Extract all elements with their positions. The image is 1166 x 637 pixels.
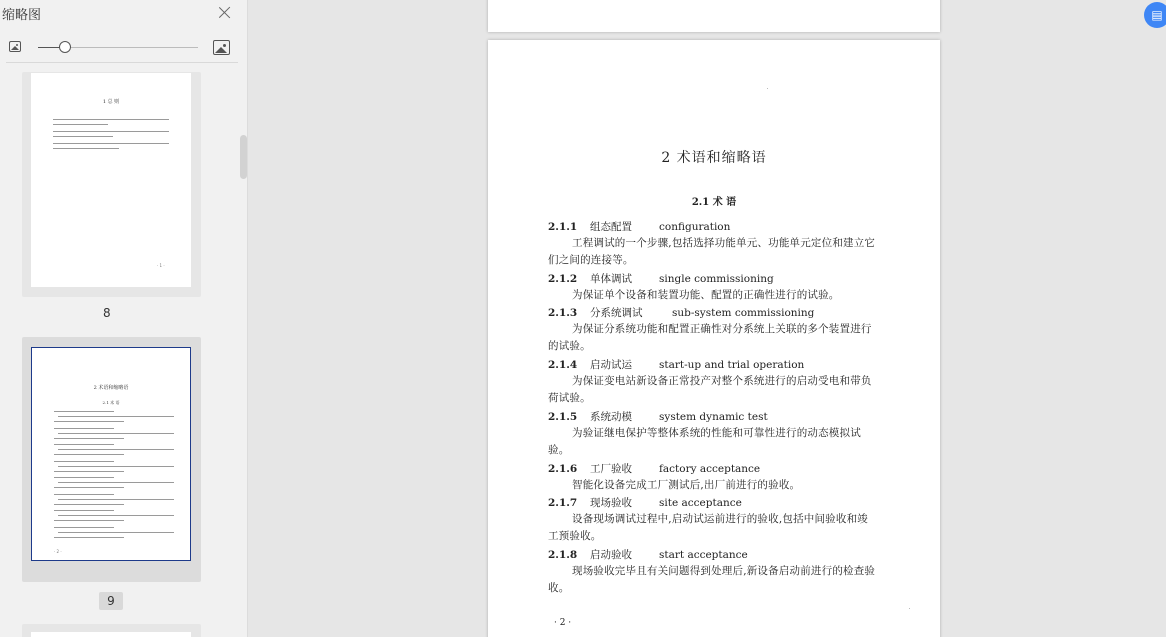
thumbnail-mini-footer: · 1 · <box>157 263 165 268</box>
thumbnail-text-line <box>54 477 114 478</box>
thumbnail-text-line <box>54 487 124 488</box>
document-view[interactable] <box>249 0 1166 637</box>
thumbnail-text-line <box>54 428 114 429</box>
thumbnail-text-line <box>58 433 174 434</box>
divider <box>6 62 238 63</box>
term-english: site acceptance <box>659 497 742 509</box>
term-number: 2.1.1 <box>548 221 578 233</box>
thumbnail-text-line <box>54 520 124 521</box>
term-definition: 为保证单个设备和装置功能、配置的正确性进行的试验。 <box>572 289 840 301</box>
thumbnail-mini-footer: · 2 · <box>54 549 62 554</box>
term-definition: 为保证分系统功能和配置正确性对分系统上关联的多个装置进行的试验。 <box>548 323 872 353</box>
thumbnail-text-line <box>58 532 174 533</box>
thumbnail-text-line <box>54 494 114 495</box>
thumbnail-page-image <box>31 73 191 287</box>
term-english: sub-system commissioning <box>672 307 815 319</box>
term-chinese: 现场验收 <box>590 497 632 509</box>
term-heading <box>548 495 878 510</box>
term-english: configuration <box>659 221 731 233</box>
term-number: 2.1.6 <box>548 463 578 475</box>
term-number: 2.1.8 <box>548 549 578 561</box>
term-english: system dynamic test <box>659 411 768 423</box>
page-footer: · 2 · <box>554 618 572 628</box>
page-title: 2 术语和缩略语 <box>661 150 767 166</box>
previous-page <box>488 0 940 32</box>
thumbnail-label-9: 9 <box>99 592 123 610</box>
term-number: 2.1.7 <box>548 497 578 509</box>
thumbnail-page-image <box>31 347 191 561</box>
sidebar-title: 缩略图 <box>2 8 42 23</box>
thumbnail-text-line <box>53 119 169 120</box>
current-page <box>488 40 940 637</box>
thumbnail-text-line <box>54 537 124 538</box>
thumbnail-text-line <box>54 411 114 412</box>
thumbnail-text-line <box>53 136 113 137</box>
section-heading: 2.1 术 语 <box>691 197 737 208</box>
thumbnail-page-9[interactable] <box>22 337 201 582</box>
term-english: start acceptance <box>659 549 748 561</box>
scan-speck <box>909 608 910 609</box>
thumbnail-mini-title: 2 术语和缩略语 <box>93 385 129 391</box>
term-english: start-up and trial operation <box>659 359 805 371</box>
term-english: single commissioning <box>659 273 774 285</box>
term-chinese: 单体调试 <box>590 273 632 285</box>
thumbnail-text-line <box>58 482 174 483</box>
thumbnail-text-line <box>53 131 169 132</box>
close-icon[interactable] <box>217 5 233 21</box>
term-definition: 现场验收完毕且有关问题得到处理后,新设备启动前进行的检查验收。 <box>548 565 876 595</box>
term-heading <box>548 409 878 424</box>
thumbnail-text-line <box>54 454 124 455</box>
term-chinese: 组态配置 <box>590 221 632 233</box>
thumbnail-text-line <box>58 449 174 450</box>
term-definition: 设备现场调试过程中,启动试运前进行的验收,包括中间验收和竣工预验收。 <box>548 513 868 543</box>
zoom-slider-thumb[interactable] <box>59 41 71 53</box>
term-chinese: 工厂验收 <box>590 463 632 475</box>
term-chinese: 分系统调试 <box>590 307 643 319</box>
term-chinese: 系统动模 <box>590 411 632 423</box>
term-definition: 为保证变电站新设备正常投产对整个系统进行的启动受电和带负荷试验。 <box>548 375 872 405</box>
term-heading <box>548 219 878 234</box>
thumbnail-text-line <box>58 416 174 417</box>
thumbnail-page-10[interactable] <box>22 624 201 637</box>
term-heading <box>548 305 878 320</box>
term-definition: 工程调试的一个步骤,包括选择功能单元、功能单元定位和建立它们之间的连接等。 <box>548 237 876 267</box>
sidebar-scrollbar[interactable] <box>240 135 247 179</box>
thumbnail-text-line <box>54 527 114 528</box>
thumbnail-sidebar <box>0 0 248 637</box>
thumbnail-text-line <box>54 471 124 472</box>
term-heading <box>548 271 878 286</box>
term-number: 2.1.4 <box>548 359 578 371</box>
thumbnail-text-line <box>58 515 174 516</box>
image-large-icon[interactable] <box>213 40 230 55</box>
term-number: 2.1.2 <box>548 273 578 285</box>
thumbnail-mini-title: 1 总 则 <box>102 99 120 105</box>
thumbnail-page-image <box>31 632 191 637</box>
term-definition: 智能化设备完成工厂测试后,出厂前进行的验收。 <box>572 479 801 491</box>
thumbnail-text-line <box>53 124 108 125</box>
term-number: 2.1.3 <box>548 307 578 319</box>
thumbnail-text-line <box>54 510 114 511</box>
thumbnail-label-8: 8 <box>103 306 111 320</box>
thumbnail-text-line <box>54 438 124 439</box>
thumbnail-text-line <box>53 148 119 149</box>
term-chinese: 启动验收 <box>590 549 632 561</box>
thumbnail-mini-section: 2.1 术 语 <box>102 400 120 405</box>
app-badge-icon[interactable]: ▤ <box>1144 2 1166 28</box>
term-chinese: 启动试运 <box>590 359 632 371</box>
thumbnail-text-line <box>54 421 124 422</box>
thumbnail-text-line <box>54 504 124 505</box>
thumbnail-text-line <box>58 466 174 467</box>
term-heading <box>548 547 878 562</box>
term-definition: 为验证继电保护等整体系统的性能和可靠性进行的动态模拟试验。 <box>548 427 861 457</box>
scan-speck <box>767 88 768 89</box>
thumbnail-text-line <box>53 143 169 144</box>
thumbnail-text-line <box>54 461 114 462</box>
image-small-icon[interactable] <box>9 41 21 52</box>
term-english: factory acceptance <box>659 463 761 475</box>
term-heading <box>548 357 878 372</box>
term-number: 2.1.5 <box>548 411 578 423</box>
thumbnail-page-8[interactable] <box>22 72 201 297</box>
term-heading <box>548 461 878 476</box>
thumbnail-text-line <box>54 444 114 445</box>
thumbnail-text-line <box>58 499 174 500</box>
